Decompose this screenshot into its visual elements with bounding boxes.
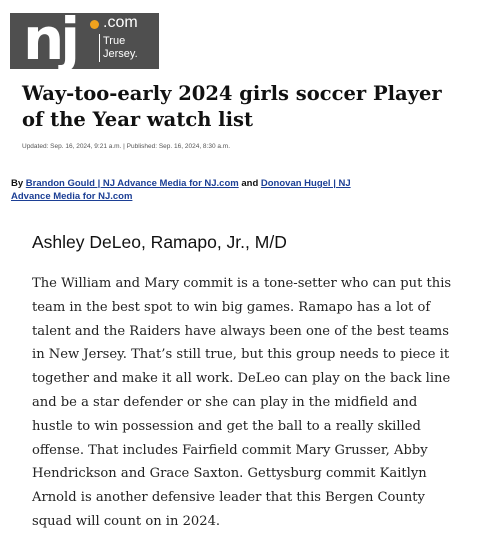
author-link-donovan-hugel[interactable]: Donovan Hugel | NJ Advance Media for NJ.com (11, 178, 351, 202)
logo-tagline-line1: True (103, 35, 126, 47)
nj-com-logo[interactable] (10, 5, 159, 73)
logo-tagline (103, 35, 138, 61)
logo-divider (99, 34, 100, 62)
logo-tagline-line2: Jersey. (103, 48, 138, 60)
player-subhead: Ashley DeLeo, Ramapo, Jr., M/D (32, 232, 287, 252)
article-dates: Updated: Sep. 16, 2024, 9:21 a.m. | Published: Sep. 16, 2024, 8:30 a.m. (22, 143, 231, 150)
byline-and: and (238, 178, 261, 189)
logo-mark: nj (23, 5, 77, 73)
article-headline: Way-too-early 2024 girls soccer Player of the Year watch list (22, 82, 442, 131)
logo-domain: .com (103, 14, 138, 31)
article-body-paragraph: The William and Mary commit is a tone-setter who can put this team in the best spot to win big games. Ramapo has a lot of talent and the Raiders have always been one of the best teams in New Jersey. That’s still true, but this group needs to piece it together and make it all work. DeLeo can play on the back line and be a star defender or she can play in the midfield and hustle to win possession and get the ball to a really skilled offense. That includes Fairfield commit Mary Grusser, Abby Hendrickson and Grace Saxton. Gettysburg commit Kaitlyn Arnold is another defensive leader that this Bergen County squad will count on in 2024. (32, 276, 452, 529)
logo-dot (90, 20, 99, 29)
author-link-brandon-gould[interactable]: Brandon Gould | NJ Advance Media for NJ.com (25, 178, 239, 189)
byline-prefix: By (11, 178, 26, 189)
article-byline (11, 177, 381, 203)
